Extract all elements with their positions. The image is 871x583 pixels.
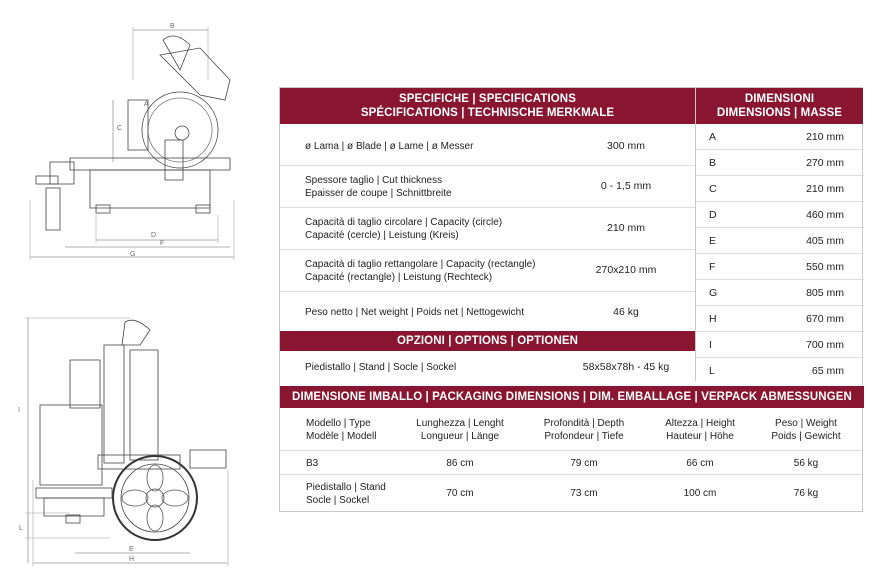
header-line: Modello | Type	[306, 418, 371, 429]
packaging-height: 100 cm	[683, 488, 717, 499]
dimension-row-d	[696, 202, 864, 228]
dimensions-title-line1: DIMENSIONI	[744, 93, 815, 105]
spec-value: 0 - 1,5 mm	[600, 180, 652, 192]
spec-label	[305, 216, 502, 242]
spec-label-line: Capacité (rectangle) | Leistung (Rechteck)	[305, 272, 493, 283]
dimension-row-b	[696, 150, 864, 176]
option-row-stand	[280, 351, 695, 381]
spec-label	[305, 258, 536, 284]
spec-row-blade	[280, 124, 695, 166]
dim-label-d: D	[151, 232, 157, 239]
packaging-table	[280, 408, 862, 512]
dimension-value: 270 mm	[806, 157, 844, 169]
spec-value: 270x210 mm	[595, 264, 657, 276]
options-header: OPZIONI | OPTIONS | OPTIONEN	[280, 331, 695, 351]
dimension-row-l	[696, 358, 864, 384]
packaging-height: 66 cm	[686, 458, 714, 469]
packaging-weight: 56 kg	[793, 458, 819, 469]
packaging-col-height-header	[640, 417, 760, 443]
dimension-value: 405 mm	[806, 235, 844, 247]
dimension-key: G	[709, 287, 718, 299]
dimension-key: C	[709, 183, 717, 195]
dimension-row-e	[696, 228, 864, 254]
spec-label-line: Epaisser de coupe | Schnittbreite	[305, 188, 452, 199]
dim-label-g: G	[130, 251, 136, 258]
header-line: Peso | Weight	[775, 418, 837, 429]
packaging-col-model-header	[306, 417, 376, 443]
packaging-col-weight-header	[750, 417, 862, 443]
header-line: Profondeur | Tiefe	[544, 431, 624, 442]
spec-label	[305, 174, 452, 200]
packaging-row-b3	[280, 450, 862, 473]
dimensions-section	[695, 88, 863, 381]
spec-label-line: Capacità di taglio rettangolare | Capacity (rectangle)	[305, 259, 536, 270]
spec-value: 300 mm	[607, 140, 645, 152]
packaging-header: DIMENSIONE IMBALLO | PACKAGING DIMENSIONS | DIM. EMBALLAGE | VERPACK ABMESSUNGEN	[280, 386, 864, 408]
dimension-value: 550 mm	[806, 261, 844, 273]
slicer-front-view-drawing	[25, 318, 228, 566]
spec-row-capacity-rectangle	[280, 250, 695, 292]
packaging-depth: 79 cm	[570, 458, 598, 469]
dimension-key: H	[709, 313, 717, 325]
dimension-key: B	[709, 157, 717, 169]
spec-row-net-weight	[280, 292, 695, 331]
slicer-side-view-drawing	[30, 27, 234, 260]
dimension-key: F	[709, 261, 716, 273]
dimension-row-a	[696, 124, 864, 150]
dimension-key: I	[709, 339, 712, 351]
model-line: Socle | Sockel	[306, 495, 370, 506]
dimension-key: E	[709, 235, 717, 247]
header-line: Profondità | Depth	[543, 418, 625, 429]
dimensions-title-line2: DIMENSIONS | MASSE	[716, 107, 843, 119]
dimension-key: D	[709, 209, 717, 221]
dim-label-b: B	[170, 23, 175, 30]
header-line: Altezza | Height	[665, 418, 735, 429]
dim-label-e: E	[129, 546, 134, 553]
dimension-row-g	[696, 280, 864, 306]
model-line: Piedistallo | Stand	[306, 482, 386, 493]
dimensions-header	[696, 88, 863, 124]
spec-row-capacity-circle	[280, 208, 695, 250]
packaging-col-depth-header	[523, 417, 645, 443]
header-line: Hauteur | Höhe	[666, 431, 734, 442]
dim-label-h: H	[129, 556, 135, 563]
packaging-col-length-header	[400, 417, 520, 443]
packaging-length: 70 cm	[446, 488, 474, 499]
spec-table	[279, 87, 863, 512]
dimension-row-i	[696, 332, 864, 358]
header-line: Poids | Gewicht	[771, 431, 841, 442]
dimension-value: 210 mm	[806, 131, 844, 143]
dimension-value: 805 mm	[806, 287, 844, 299]
dimension-row-f	[696, 254, 864, 280]
option-value: 58x58x78h - 45 kg	[582, 361, 670, 373]
spec-value: 210 mm	[607, 222, 645, 234]
spec-label-line: Capacité (cercle) | Leistung (Kreis)	[305, 230, 459, 241]
dim-label-c: C	[117, 125, 123, 132]
packaging-depth: 73 cm	[570, 488, 598, 499]
dimension-value: 210 mm	[806, 183, 844, 195]
option-label: Piedistallo | Stand | Socle | Sockel	[305, 362, 457, 373]
dim-label-f: F	[160, 240, 165, 247]
spec-label: Peso netto | Net weight | Poids net | Nettogewicht	[305, 307, 525, 318]
dimension-value: 65 mm	[811, 365, 844, 377]
dimension-value: 460 mm	[806, 209, 844, 221]
dimension-row-c	[696, 176, 864, 202]
technical-drawings	[0, 0, 275, 583]
specifications-title-line2: SPÉCIFICATIONS | TECHNISCHE MERKMALE	[360, 107, 615, 119]
dimension-value: 700 mm	[806, 339, 844, 351]
packaging-weight: 76 kg	[793, 488, 819, 499]
spec-label-line: Spessore taglio | Cut thickness	[305, 175, 443, 186]
spec-row-cut-thickness	[280, 166, 695, 208]
header-line: Modèle | Modell	[306, 431, 377, 442]
specifications-section	[280, 88, 695, 381]
dimension-value: 670 mm	[806, 313, 844, 325]
dim-label-i: I	[18, 407, 20, 414]
packaging-row-stand	[280, 474, 862, 513]
specifications-title-line1: SPECIFICHE | SPECIFICATIONS	[399, 93, 576, 105]
header-line: Lunghezza | Lenght	[416, 418, 504, 429]
spec-label-line: Capacità di taglio circolare | Capacity (circle)	[305, 217, 503, 228]
dimension-row-h	[696, 306, 864, 332]
dim-label-l: L	[19, 525, 23, 532]
dimension-key: L	[709, 365, 715, 377]
spec-value: 46 kg	[613, 306, 639, 318]
packaging-model: B3	[306, 458, 319, 469]
dimension-key: A	[709, 131, 717, 143]
dim-label-a: A	[144, 101, 149, 108]
packaging-header-row	[280, 417, 862, 447]
specifications-header	[280, 88, 695, 124]
packaging-model	[306, 481, 386, 507]
header-line: Longueur | Länge	[420, 431, 500, 442]
spec-label: ø Lama | ø Blade | ø Lame | ø Messer	[305, 141, 474, 152]
packaging-length: 86 cm	[446, 458, 474, 469]
